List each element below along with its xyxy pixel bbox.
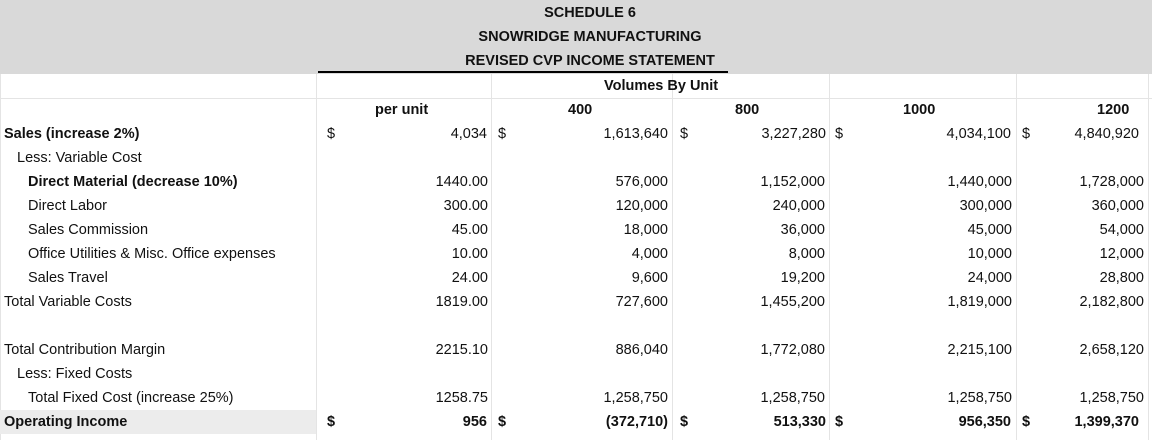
col-header-800: 800 — [735, 102, 760, 118]
value-800: 240,000 — [772, 198, 825, 214]
value-per-unit: 1819.00 — [435, 294, 488, 310]
value-800: 1,772,080 — [760, 342, 825, 358]
table-row — [0, 338, 1152, 362]
row-label: Direct Labor — [28, 198, 107, 214]
value-400: 9,600 — [631, 270, 668, 286]
value-1200: 54,000 — [1099, 222, 1144, 238]
table-row — [0, 122, 1152, 146]
currency-sign: $ — [498, 414, 507, 430]
value-1000: 2,215,100 — [947, 342, 1012, 358]
statement-title: REVISED CVP INCOME STATEMENT — [465, 53, 715, 69]
value-800: 19,200 — [780, 270, 825, 286]
col-header-400: 400 — [568, 102, 593, 118]
row-label: Total Contribution Margin — [4, 342, 166, 358]
value-1200: 2,182,800 — [1079, 294, 1144, 310]
value-800: 1,455,200 — [760, 294, 825, 310]
schedule-title: SCHEDULE 6 — [544, 5, 636, 21]
value-1200: 1,399,370 — [1074, 414, 1139, 430]
value-400: 576,000 — [615, 174, 668, 190]
value-800: 513,330 — [773, 414, 826, 430]
value-1200: 12,000 — [1099, 246, 1144, 262]
value-per-unit: 4,034 — [450, 126, 487, 142]
value-per-unit: 10.00 — [451, 246, 488, 262]
currency-sign: $ — [680, 126, 689, 142]
value-1000: 24,000 — [967, 270, 1012, 286]
value-400: 18,000 — [623, 222, 668, 238]
volumes-caption: Volumes By Unit — [604, 78, 719, 94]
table-row — [0, 146, 1152, 170]
row-label: Direct Material (decrease 10%) — [28, 174, 238, 190]
value-1000: 4,034,100 — [946, 126, 1011, 142]
value-1000: 10,000 — [967, 246, 1012, 262]
row-label: Sales Commission — [28, 222, 149, 238]
value-1200: 2,658,120 — [1079, 342, 1144, 358]
table-row — [0, 290, 1152, 314]
value-400: 120,000 — [615, 198, 668, 214]
row-label: Less: Fixed Costs — [17, 366, 133, 382]
currency-sign: $ — [1022, 414, 1031, 430]
value-1000: 300,000 — [959, 198, 1012, 214]
value-1200: 28,800 — [1099, 270, 1144, 286]
value-400: 4,000 — [631, 246, 668, 262]
col-header-1200: 1200 — [1097, 102, 1130, 118]
value-800: 8,000 — [788, 246, 825, 262]
table-row — [0, 242, 1152, 266]
table-row — [0, 362, 1152, 386]
row-label: Operating Income — [4, 414, 128, 430]
currency-sign: $ — [835, 414, 844, 430]
currency-sign: $ — [327, 126, 336, 142]
value-per-unit: 24.00 — [451, 270, 488, 286]
value-800: 3,227,280 — [761, 126, 826, 142]
value-400: 1,258,750 — [603, 390, 668, 406]
table-row — [0, 218, 1152, 242]
value-400: 727,600 — [615, 294, 668, 310]
value-800: 1,258,750 — [760, 390, 825, 406]
value-800: 36,000 — [780, 222, 825, 238]
title-underline — [318, 71, 728, 73]
value-per-unit: 1258.75 — [435, 390, 488, 406]
value-800: 1,152,000 — [760, 174, 825, 190]
value-per-unit: 2215.10 — [435, 342, 488, 358]
row-label: Sales Travel — [28, 270, 108, 286]
value-per-unit: 1440.00 — [435, 174, 488, 190]
currency-sign: $ — [498, 126, 507, 142]
currency-sign: $ — [1022, 126, 1031, 142]
value-1200: 4,840,920 — [1074, 126, 1139, 142]
row-label: Less: Variable Cost — [17, 150, 142, 166]
table-row — [0, 194, 1152, 218]
row-label: Total Fixed Cost (increase 25%) — [28, 390, 234, 406]
value-1200: 1,728,000 — [1079, 174, 1144, 190]
value-400: 886,040 — [615, 342, 668, 358]
value-1000: 1,440,000 — [947, 174, 1012, 190]
value-1200: 1,258,750 — [1079, 390, 1144, 406]
currency-sign: $ — [327, 414, 336, 430]
value-1200: 360,000 — [1091, 198, 1144, 214]
value-1000: 956,350 — [958, 414, 1011, 430]
value-1000: 45,000 — [967, 222, 1012, 238]
column-header-row — [0, 98, 1152, 122]
value-400: 1,613,640 — [603, 126, 668, 142]
table-row — [0, 170, 1152, 194]
value-per-unit: 45.00 — [451, 222, 488, 238]
col-header-1000: 1000 — [903, 102, 936, 118]
value-per-unit: 300.00 — [443, 198, 488, 214]
value-per-unit: 956 — [462, 414, 487, 430]
row-label: Office Utilities & Misc. Office expenses — [28, 246, 276, 262]
value-1000: 1,819,000 — [947, 294, 1012, 310]
value-400: (372,710) — [605, 414, 668, 430]
currency-sign: $ — [680, 414, 689, 430]
table-row — [0, 386, 1152, 410]
table-row — [0, 266, 1152, 290]
table-row — [0, 410, 1152, 434]
company-title: SNOWRIDGE MANUFACTURING — [478, 29, 702, 45]
row-label: Total Variable Costs — [4, 294, 132, 310]
volumes-row — [0, 74, 1152, 98]
row-label: Sales (increase 2%) — [4, 126, 140, 142]
value-1000: 1,258,750 — [947, 390, 1012, 406]
col-header-per-unit: per unit — [375, 102, 429, 118]
currency-sign: $ — [835, 126, 844, 142]
